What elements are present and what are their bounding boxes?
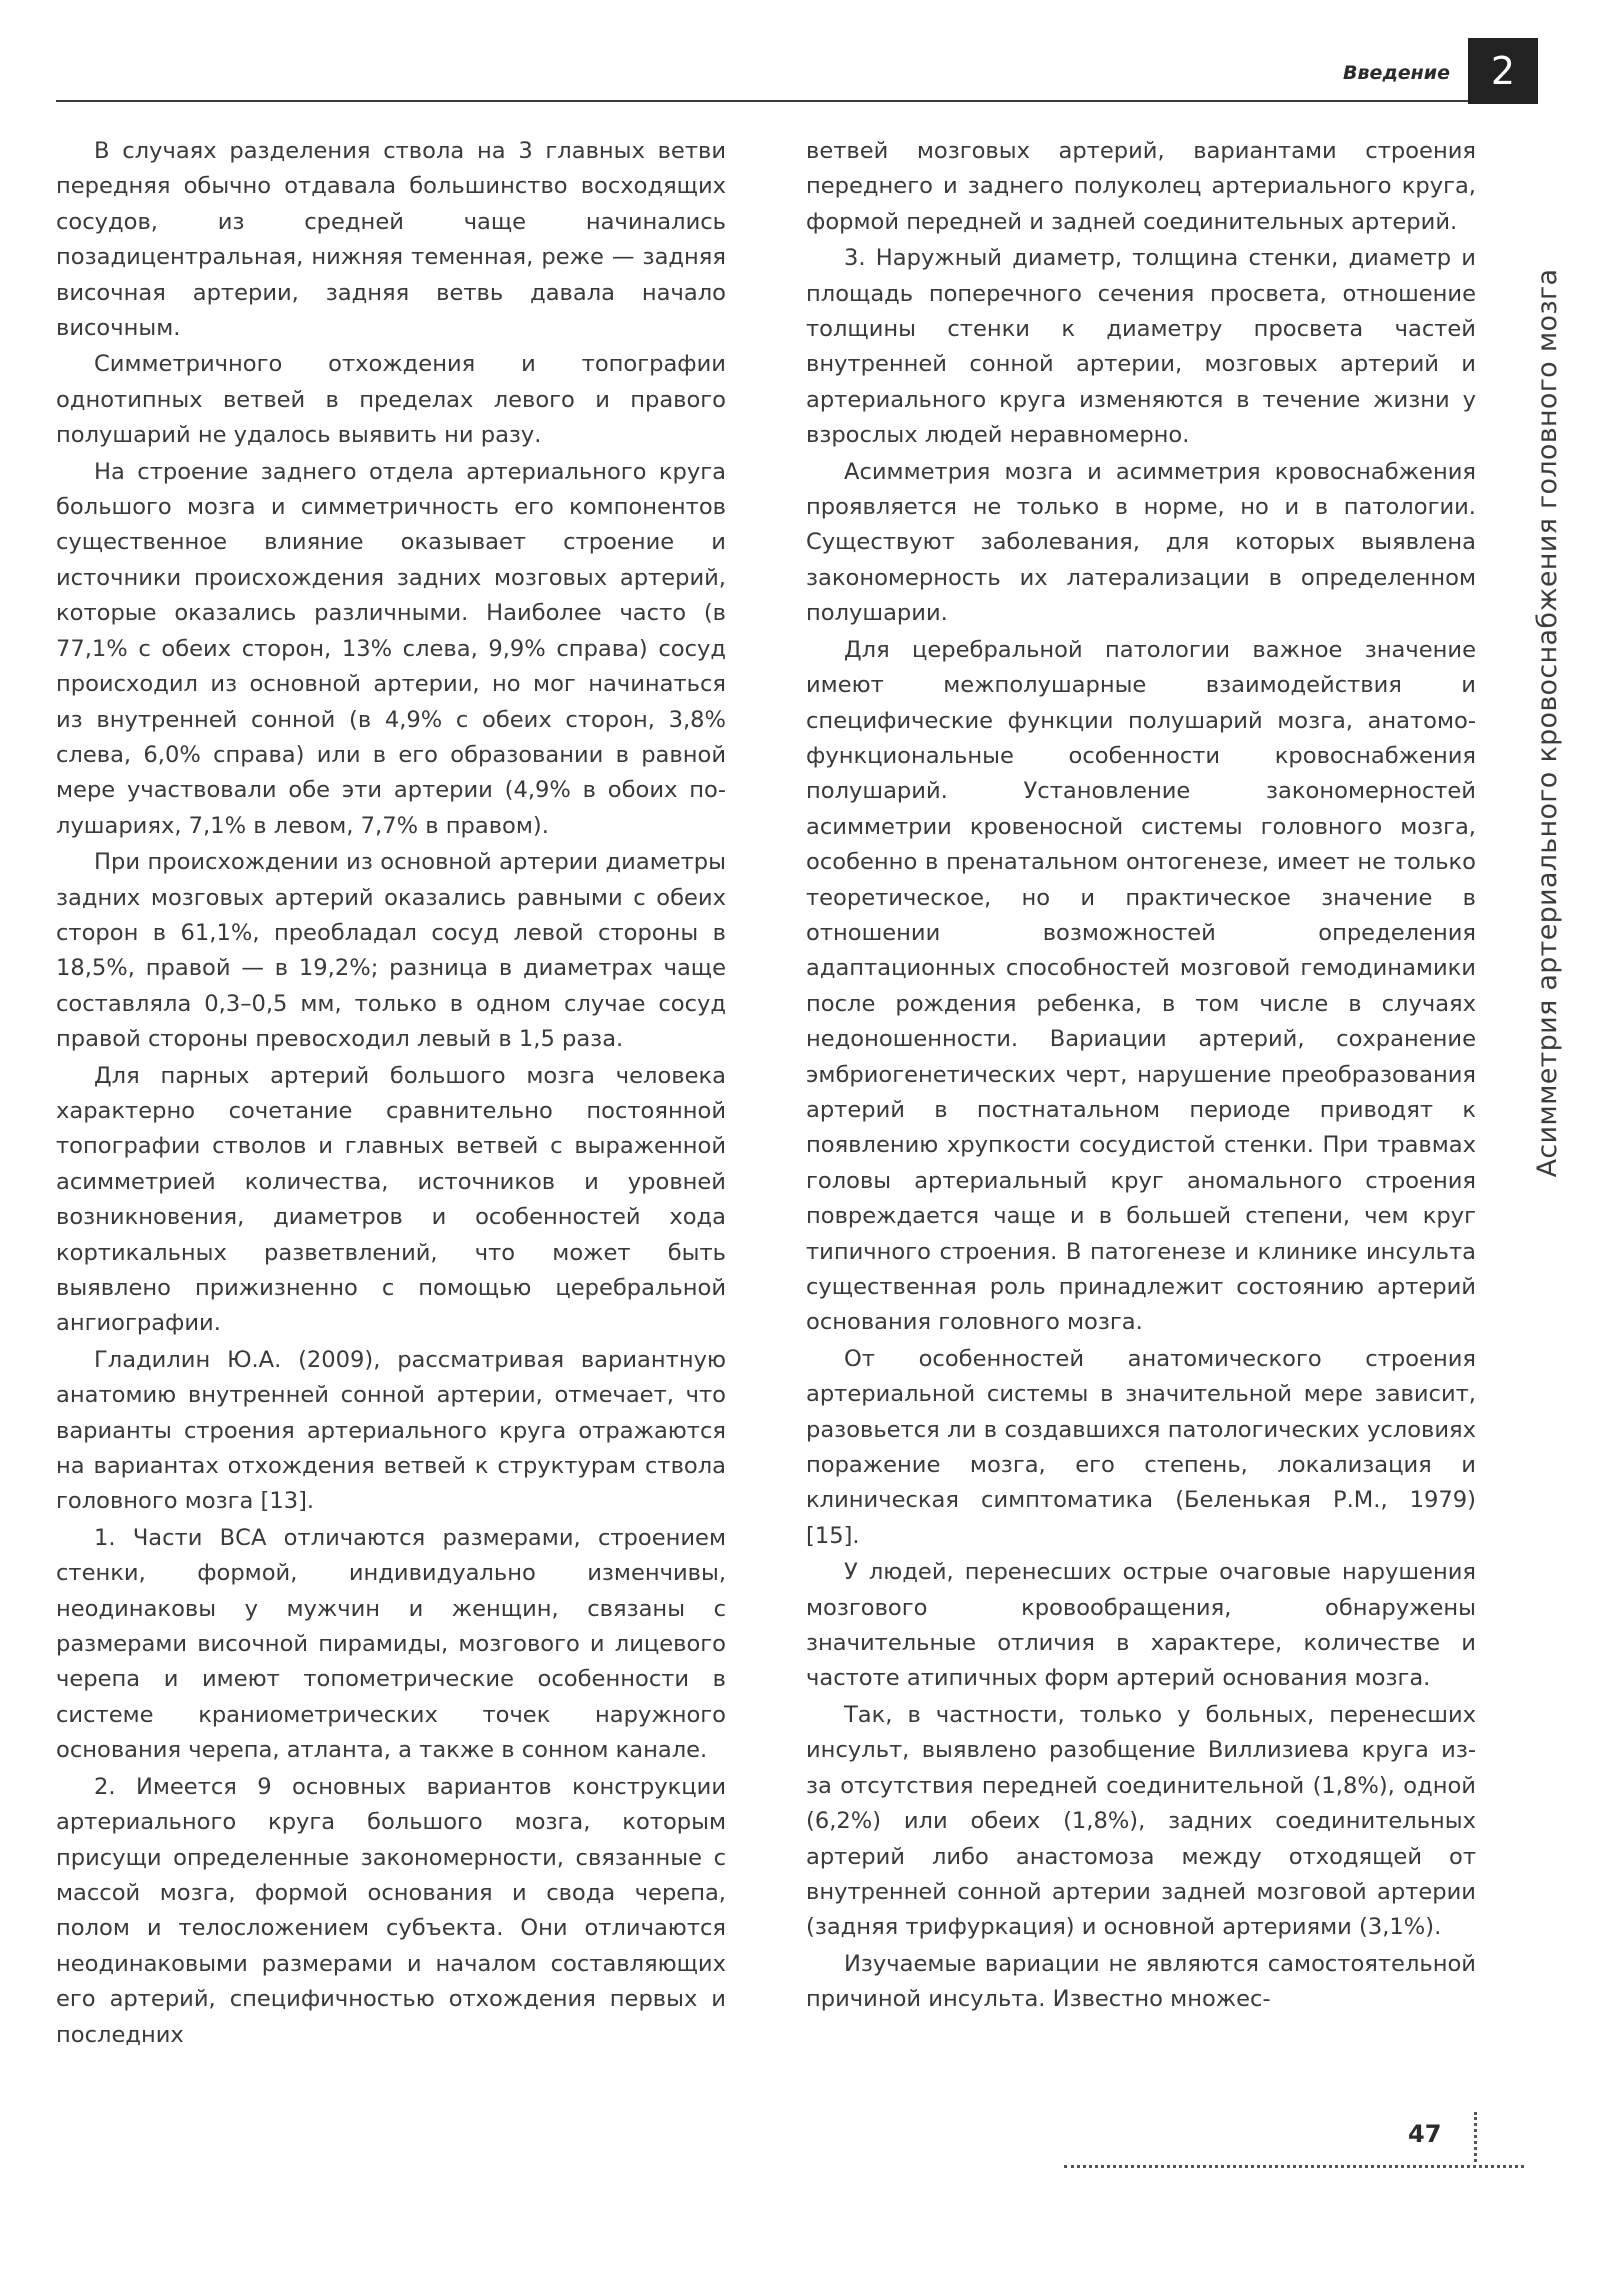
paragraph: На строение заднего отдела артериального круга большого мозга и симметричность его компонентов существенное влияние оказывает строение и источники происхождения задних мозговых артерий, которые оказались различными. Наиболее часто (в 77,1% с обеих сторон, 13% слева, 9,9% справа) сосуд происходил из основной артерии, но мог начинаться из внутренней сонной (в 4,9% с обеих сторон, 3,8% слева, 6,0% справа) или в его образовании в равной мере участвовали обе эти артерии (4,9% в обоих полушариях, 7,1% в левом, 7,7% в правом). — [56, 458, 726, 839]
paragraph: Изучаемые вариации не являются самостоятельной причиной инсульта. Известно множес- — [806, 1950, 1476, 2013]
paragraph: ветвей мозговых артерий, вариантами строения переднего и заднего полуколец артериального круга, формой передней и задней соединительных артерий. — [806, 138, 1476, 235]
paragraph: От особенностей анатомического строения артериальной системы в значительной мере зависит, разовьется ли в создавшихся патологических условиях поражение мозга, его степень, локализация и клиническая симптоматика (Беленькая Р.М., 1979) [15]. — [806, 1345, 1476, 1549]
paragraph: Так, в частности, только у больных, перенесших инсульт, выявлено разобщение Виллизиева круга из-за отсутствия передней соединительной (1,8%), одной (6,2%) или обеих (1,8%), задних соединительных артерий либо анастомоза между отходящей от внутренней сонной артерии задней мозговой артерии (задняя трифуркация) и основной артериями (3,1%). — [806, 1701, 1476, 1941]
paragraph: 1. Части ВСА отличаются размерами, строением стенки, формой, индивидуально изменчивы, неодинаковы у мужчин и женщин, связаны с размерами височной пирамиды, мозгового и лицевого черепа и имеют топометрические особенности в системе краниометрических точек наружного основания черепа, атланта, а также в сонном канале. — [56, 1524, 726, 1764]
right-column — [806, 134, 1476, 2019]
footer-dotted-rule-horizontal — [1064, 2165, 1524, 2168]
footer-dotted-rule-vertical — [1474, 2112, 1477, 2162]
paragraph: При происхождении из основной артерии диаметры задних мозговых артерий оказались равными с обеих сторон в 61,1%, преобладал сосуд левой стороны в 18,5%, правой — в 19,2%; разница в диаметрах чаще составляла 0,3–0,5 мм, только в одном случае сосуд правой стороны превосходил левый в 1,5 раза. — [56, 849, 726, 1053]
paragraph: Гладилин Ю.А. (2009), рассматривая вариантную анатомию внутренней сонной артерии, отмечает, что варианты строения артериального круга отражаются на вариантах отхождения ветвей к структурам ствола головного мозга [13]. — [56, 1346, 726, 1515]
paragraph: Симметричного отхождения и топографии однотипных ветвей в пределах левого и правого полушарий не удалось выявить ни разу. — [56, 351, 726, 449]
running-side-title: Асимметрия артериального кровоснабжения головного мозга — [1532, 268, 1563, 1178]
page-number: 47 — [1408, 2120, 1442, 2148]
paragraph: В случаях разделения ствола на 3 главных ветви передняя обычно отдавала большинство восходящих сосудов, из средней чаще начинались позадицентральная, нижняя теменная, реже — задняя височная артерии, задняя ветвь давала начало височным. — [56, 138, 726, 342]
header-rule — [56, 100, 1468, 102]
section-label: Введение — [1343, 62, 1450, 84]
paragraph: Для парных артерий большого мозга человека характерно сочетание сравнительно постоянной топографии стволов и главных ветвей с выраженной асимметрией количества, источников и уровней возникновения, диаметров и особенностей хода кортикальных разветвлений, что может быть выявлено прижизненно с помощью церебральной ангиографии. — [56, 1062, 726, 1337]
paragraph: У людей, перенесших острые очаговые нарушения мозгового кровообращения, обнаружены значительные отличия в характере, количестве и частоте атипичных форм артерий основания мозга. — [806, 1559, 1476, 1692]
paragraph: Для церебральной патологии важное значение имеют межполушарные взаимодействия и специфические функции полушарий мозга, анатомо-функциональные особенности кровоснабжения полушарий. Установление закономерностей асимметрии кровеносной системы головного мозга, особенно в пренатальном онтогенезе, имеет не только теоретическое, но и практическое значение в отношении возможностей определения адаптационных способностей мозговой гемодинамики после рождения ребенка, в том числе в случаях недоношенности. Вариации артерий, сохранение эмбриогенетических черт, нарушение преобразования артерий в постнатальном периоде приводят к появлению хрупкости сосудистой стенки. При травмах головы артериальный круг аномального строения повреждается чаще и в большей степени, чем круг типичного строения. В патогенезе и клинике инсульта существенная роль принадлежит состоянию артерий основания головного мозга. — [806, 636, 1476, 1336]
paragraph: 2. Имеется 9 основных вариантов конструкции артериального круга большого мозга, которым присущи определенные закономерности, связанные с массой мозга, формой основания и свода черепа, полом и телосложением субъекта. Они отличаются неодинаковыми размерами и началом составляющих его артерий, специфичностью отхождения первых и последних — [56, 1773, 726, 2048]
paragraph: Асимметрия мозга и асимметрия кровоснабжения проявляется не только в норме, но и в патологии. Существуют заболевания, для которых выявлена закономерность их латерализации в определенном полушарии. — [806, 458, 1476, 627]
left-column — [56, 134, 726, 2054]
chapter-number-tab: 2 — [1468, 38, 1538, 104]
paragraph: 3. Наружный диаметр, толщина стенки, диаметр и площадь поперечного сечения просвета, отношение толщины стенки к диаметру просвета частей внутренней сонной артерии, мозговых артерий и артериального круга изменяются в течение жизни у взрослых людей неравномерно. — [806, 245, 1476, 449]
